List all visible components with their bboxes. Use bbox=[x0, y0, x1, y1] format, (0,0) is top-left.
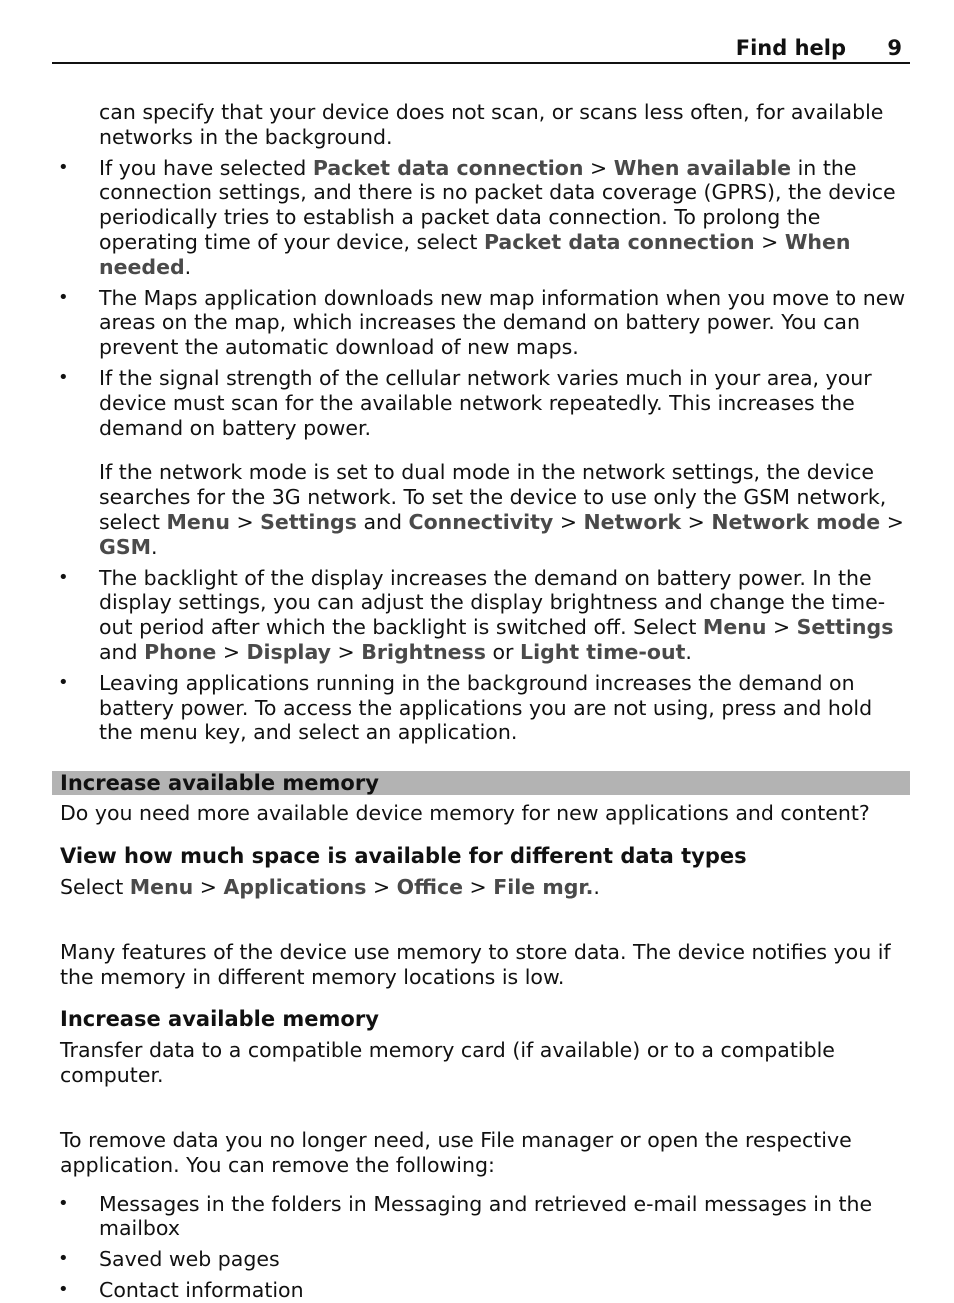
ui-term: Settings bbox=[796, 615, 894, 640]
ui-term: Menu bbox=[166, 509, 230, 534]
list-item: • If you have selected Packet data connection > When available in the connection settings, and there is no packet data coverage (GPRS), the device periodically tries to establish a packet data connection. To prolong the operating time of your device, select Packet data connection > When needed. bbox=[52, 156, 910, 280]
select-path: Select Menu > Applications > Office > File mgr.. bbox=[60, 874, 600, 899]
subheading-increase-memory: Increase available memory bbox=[60, 1007, 379, 1032]
page-number: 9 bbox=[887, 36, 902, 60]
list-item: • The backlight of the display increases the demand on battery power. In the display settings, you can adjust the display brightness and change the time-out period after which the backlight is switched off. Select Menu > Settings and Phone > Display > Brightness or Light time-out. bbox=[52, 566, 910, 665]
ui-term: Menu bbox=[129, 874, 194, 899]
ui-term: Applications bbox=[223, 874, 367, 899]
list-item: • Contact information bbox=[52, 1278, 910, 1303]
ui-term: Phone bbox=[144, 639, 217, 664]
ui-term: Menu bbox=[702, 615, 767, 640]
ui-term: Network mode bbox=[711, 509, 881, 534]
page-content bbox=[52, 100, 910, 1303]
ui-term: Light time-out bbox=[520, 639, 686, 664]
ui-term: When available bbox=[613, 155, 792, 180]
ui-term: GSM bbox=[99, 534, 151, 559]
removable-items-list bbox=[52, 1192, 910, 1303]
ui-term: Network bbox=[583, 509, 682, 534]
header-section-name: Find help bbox=[735, 36, 846, 60]
list-item: • Messages in the folders in Messaging and retrieved e-mail messages in the mailbox bbox=[52, 1192, 910, 1242]
list-item-paragraph: If the network mode is set to dual mode in the network settings, the device searches for the 3G network. To set the device to use only the GSM network, select Menu > Settings and Connectivity > Network > Network mode > GSM. bbox=[99, 460, 904, 559]
continued-paragraph: can specify that your device does not scan, or scans less often, for available networks in the background. bbox=[99, 100, 884, 149]
list-item: • Saved web pages bbox=[52, 1247, 910, 1272]
ui-term: Brightness bbox=[361, 639, 486, 664]
list-item: • Leaving applications running in the background increases the demand on battery power. To access the applications you are not using, press and hold the menu key, and select an application. bbox=[52, 671, 910, 745]
page-header bbox=[52, 34, 910, 64]
section-intro: Do you need more available device memory for new applications and content? bbox=[60, 801, 870, 826]
ui-term: Office bbox=[396, 874, 464, 899]
ui-term: Connectivity bbox=[408, 509, 554, 534]
transfer-paragraph: Transfer data to a compatible memory card (if available) or to a compatible computer. bbox=[60, 1038, 835, 1088]
ui-term: Packet data connection bbox=[483, 229, 755, 254]
ui-term: File mgr. bbox=[493, 874, 594, 899]
ui-term: Display bbox=[246, 639, 332, 664]
ui-term: Packet data connection bbox=[312, 155, 584, 180]
battery-tips-list bbox=[52, 156, 910, 746]
remove-paragraph: To remove data you no longer need, use File manager or open the respective application. You can remove the following: bbox=[60, 1127, 852, 1177]
subheading-view-space: View how much space is available for different data types bbox=[60, 843, 747, 868]
ui-term: When needed bbox=[99, 229, 851, 279]
memory-features-paragraph: Many features of the device use memory to store data. The device notifies you if the memory in different memory locations is low. bbox=[60, 939, 891, 989]
list-item: • If the signal strength of the cellular network varies much in your area, your device must scan for the available network repeatedly. This increases the demand on battery power. If the network mode is set to dual mode in the network settings, the device searches for the 3G network. To set the device to use only the GSM network, select Menu > Settings and Connectivity > Network > Network mode > GSM. bbox=[52, 366, 910, 560]
list-item: • The Maps application downloads new map information when you move to new areas on the map, which increases the demand on battery power. You can prevent the automatic download of new maps. bbox=[52, 286, 910, 360]
ui-term: Settings bbox=[260, 509, 357, 534]
section-title: Increase available memory bbox=[52, 771, 910, 795]
